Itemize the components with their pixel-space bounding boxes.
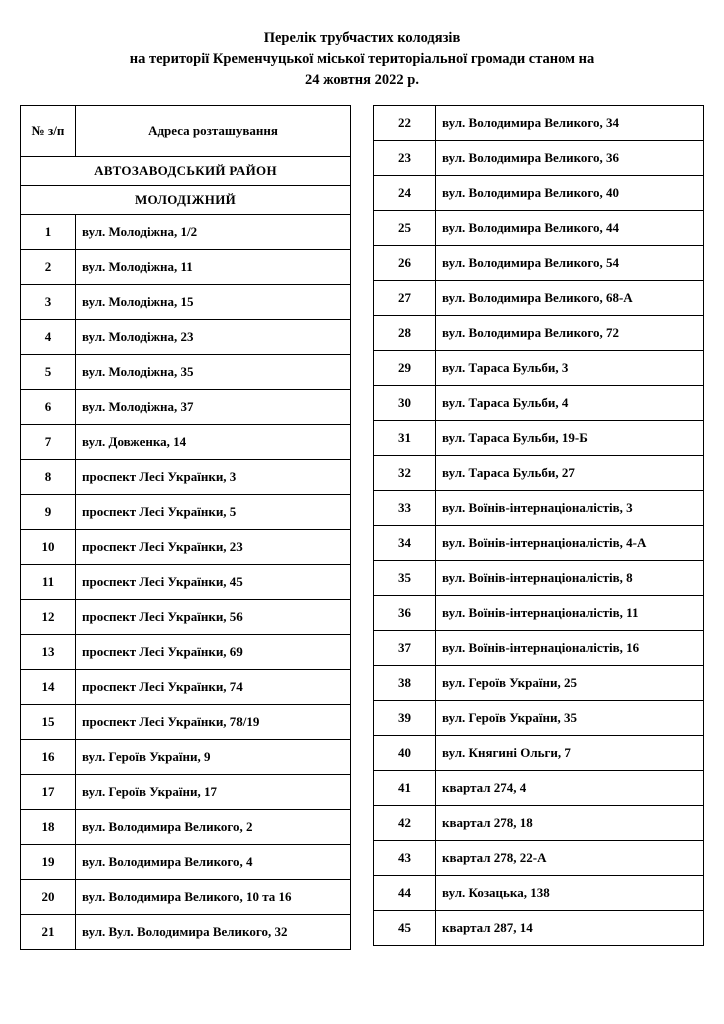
row-number: 45 <box>374 911 436 946</box>
table-row <box>21 810 351 845</box>
row-address: вул. Володимира Великого, 54 <box>436 246 704 281</box>
row-address: вул. Молодіжна, 15 <box>76 285 351 320</box>
row-number: 2 <box>21 250 76 285</box>
table-row <box>374 456 704 491</box>
section-row <box>21 157 351 186</box>
row-number: 41 <box>374 771 436 806</box>
table-row <box>21 600 351 635</box>
table-row <box>374 386 704 421</box>
row-address: вул. Героїв України, 25 <box>436 666 704 701</box>
row-address: вул. Воїнів-інтернаціоналістів, 3 <box>436 491 704 526</box>
row-number: 19 <box>21 845 76 880</box>
table-row <box>21 355 351 390</box>
wells-table-left <box>20 105 351 950</box>
page-title <box>42 28 682 91</box>
table-row <box>374 351 704 386</box>
table-row <box>374 211 704 246</box>
section-label: АВТОЗАВОДСЬКИЙ РАЙОН <box>21 157 351 186</box>
row-address: вул. Козацька, 138 <box>436 876 704 911</box>
row-number: 31 <box>374 421 436 456</box>
row-address: вул. Володимира Великого, 10 та 16 <box>76 880 351 915</box>
row-address: вул. Молодіжна, 37 <box>76 390 351 425</box>
table-body-right <box>374 106 704 946</box>
row-address: вул. Княгині Ольги, 7 <box>436 736 704 771</box>
row-number: 4 <box>21 320 76 355</box>
row-address: вул. Тараса Бульби, 4 <box>436 386 704 421</box>
row-address: вул. Воїнів-інтернаціоналістів, 4-А <box>436 526 704 561</box>
table-row <box>374 841 704 876</box>
row-number: 22 <box>374 106 436 141</box>
row-address: проспект Лесі Українки, 5 <box>76 495 351 530</box>
row-address: вул. Володимира Великого, 34 <box>436 106 704 141</box>
row-address: вул. Тараса Бульби, 3 <box>436 351 704 386</box>
table-row <box>374 141 704 176</box>
row-address: вул. Молодіжна, 35 <box>76 355 351 390</box>
row-address: вул. Володимира Великого, 72 <box>436 316 704 351</box>
row-address: проспект Лесі Українки, 56 <box>76 600 351 635</box>
table-row <box>374 771 704 806</box>
row-number: 35 <box>374 561 436 596</box>
subsection-row <box>21 186 351 215</box>
row-address: вул. Героїв України, 9 <box>76 740 351 775</box>
table-row <box>374 701 704 736</box>
row-number: 7 <box>21 425 76 460</box>
table-row <box>21 495 351 530</box>
table-row <box>374 806 704 841</box>
table-row <box>21 320 351 355</box>
row-number: 34 <box>374 526 436 561</box>
page-title-line-1: Перелік трубчастих колодязів <box>263 30 461 46</box>
row-address: проспект Лесі Українки, 45 <box>76 565 351 600</box>
row-address: вул. Тараса Бульби, 27 <box>436 456 704 491</box>
table-row <box>21 460 351 495</box>
row-number: 28 <box>374 316 436 351</box>
row-number: 36 <box>374 596 436 631</box>
row-number: 15 <box>21 705 76 740</box>
row-address: вул. Вул. Володимира Великого, 32 <box>76 915 351 950</box>
table-row <box>21 705 351 740</box>
row-number: 1 <box>21 215 76 250</box>
table-row <box>21 250 351 285</box>
table-row <box>21 775 351 810</box>
table-row <box>374 911 704 946</box>
row-address: вул. Героїв України, 35 <box>436 701 704 736</box>
row-address: проспект Лесі Українки, 69 <box>76 635 351 670</box>
row-number: 17 <box>21 775 76 810</box>
row-number: 18 <box>21 810 76 845</box>
row-number: 10 <box>21 530 76 565</box>
row-address: вул. Молодіжна, 1/2 <box>76 215 351 250</box>
page-title-line-3: 24 жовтня 2022 р. <box>305 72 419 89</box>
row-address: вул. Тараса Бульби, 19-Б <box>436 421 704 456</box>
row-number: 26 <box>374 246 436 281</box>
row-address: вул. Володимира Великого, 4 <box>76 845 351 880</box>
page-title-line-2: на території Кременчуцької міської територіальної громади станом на <box>129 51 595 68</box>
row-address: вул. Молодіжна, 23 <box>76 320 351 355</box>
row-number: 39 <box>374 701 436 736</box>
table-row <box>21 740 351 775</box>
table-row <box>374 316 704 351</box>
table-row <box>21 425 351 460</box>
row-number: 11 <box>21 565 76 600</box>
table-row <box>21 530 351 565</box>
row-number: 12 <box>21 600 76 635</box>
table-row <box>374 421 704 456</box>
row-address: вул. Героїв України, 17 <box>76 775 351 810</box>
table-row <box>21 565 351 600</box>
table-row <box>374 281 704 316</box>
table-row <box>374 561 704 596</box>
subsection-label: МОЛОДІЖНИЙ <box>21 186 351 215</box>
table-row <box>21 285 351 320</box>
table-row <box>374 526 704 561</box>
table-row <box>21 880 351 915</box>
table-row <box>374 246 704 281</box>
table-row <box>374 666 704 701</box>
row-number: 5 <box>21 355 76 390</box>
row-address: вул. Володимира Великого, 44 <box>436 211 704 246</box>
row-number: 9 <box>21 495 76 530</box>
table-row <box>21 215 351 250</box>
row-number: 42 <box>374 806 436 841</box>
table-row <box>21 670 351 705</box>
table-row <box>21 845 351 880</box>
table-columns <box>18 105 706 950</box>
row-address: проспект Лесі Українки, 78/19 <box>76 705 351 740</box>
row-address: квартал 278, 18 <box>436 806 704 841</box>
row-address: вул. Воїнів-інтернаціоналістів, 16 <box>436 631 704 666</box>
row-number: 24 <box>374 176 436 211</box>
row-address: вул. Володимира Великого, 68-А <box>436 281 704 316</box>
wells-table-right <box>373 105 704 946</box>
column-header-address: Адреса розташування <box>76 106 351 157</box>
row-number: 14 <box>21 670 76 705</box>
table-row <box>374 876 704 911</box>
row-number: 33 <box>374 491 436 526</box>
row-address: квартал 274, 4 <box>436 771 704 806</box>
row-number: 6 <box>21 390 76 425</box>
table-row <box>374 631 704 666</box>
table-row <box>374 736 704 771</box>
table-row <box>374 596 704 631</box>
table-row <box>21 635 351 670</box>
row-number: 13 <box>21 635 76 670</box>
row-address: квартал 278, 22-А <box>436 841 704 876</box>
table-row <box>374 106 704 141</box>
row-address: вул. Воїнів-інтернаціоналістів, 11 <box>436 596 704 631</box>
row-address: квартал 287, 14 <box>436 911 704 946</box>
row-address: вул. Володимира Великого, 2 <box>76 810 351 845</box>
table-row <box>21 390 351 425</box>
row-address: проспект Лесі Українки, 74 <box>76 670 351 705</box>
table-row <box>21 915 351 950</box>
row-address: вул. Володимира Великого, 40 <box>436 176 704 211</box>
row-number: 37 <box>374 631 436 666</box>
row-address: проспект Лесі Українки, 23 <box>76 530 351 565</box>
table-body-left <box>21 157 351 950</box>
row-number: 16 <box>21 740 76 775</box>
row-address: вул. Молодіжна, 11 <box>76 250 351 285</box>
row-number: 40 <box>374 736 436 771</box>
row-number: 32 <box>374 456 436 491</box>
column-header-number: № з/п <box>21 106 76 157</box>
table-row <box>374 176 704 211</box>
row-address: проспект Лесі Українки, 3 <box>76 460 351 495</box>
row-number: 44 <box>374 876 436 911</box>
row-number: 27 <box>374 281 436 316</box>
row-number: 38 <box>374 666 436 701</box>
row-address: вул. Довженка, 14 <box>76 425 351 460</box>
row-number: 43 <box>374 841 436 876</box>
table-row <box>374 491 704 526</box>
row-number: 8 <box>21 460 76 495</box>
row-number: 29 <box>374 351 436 386</box>
row-address: вул. Воїнів-інтернаціоналістів, 8 <box>436 561 704 596</box>
row-number: 23 <box>374 141 436 176</box>
table-header-row <box>21 106 351 157</box>
row-number: 25 <box>374 211 436 246</box>
row-number: 21 <box>21 915 76 950</box>
row-number: 20 <box>21 880 76 915</box>
row-number: 3 <box>21 285 76 320</box>
row-address: вул. Володимира Великого, 36 <box>436 141 704 176</box>
row-number: 30 <box>374 386 436 421</box>
